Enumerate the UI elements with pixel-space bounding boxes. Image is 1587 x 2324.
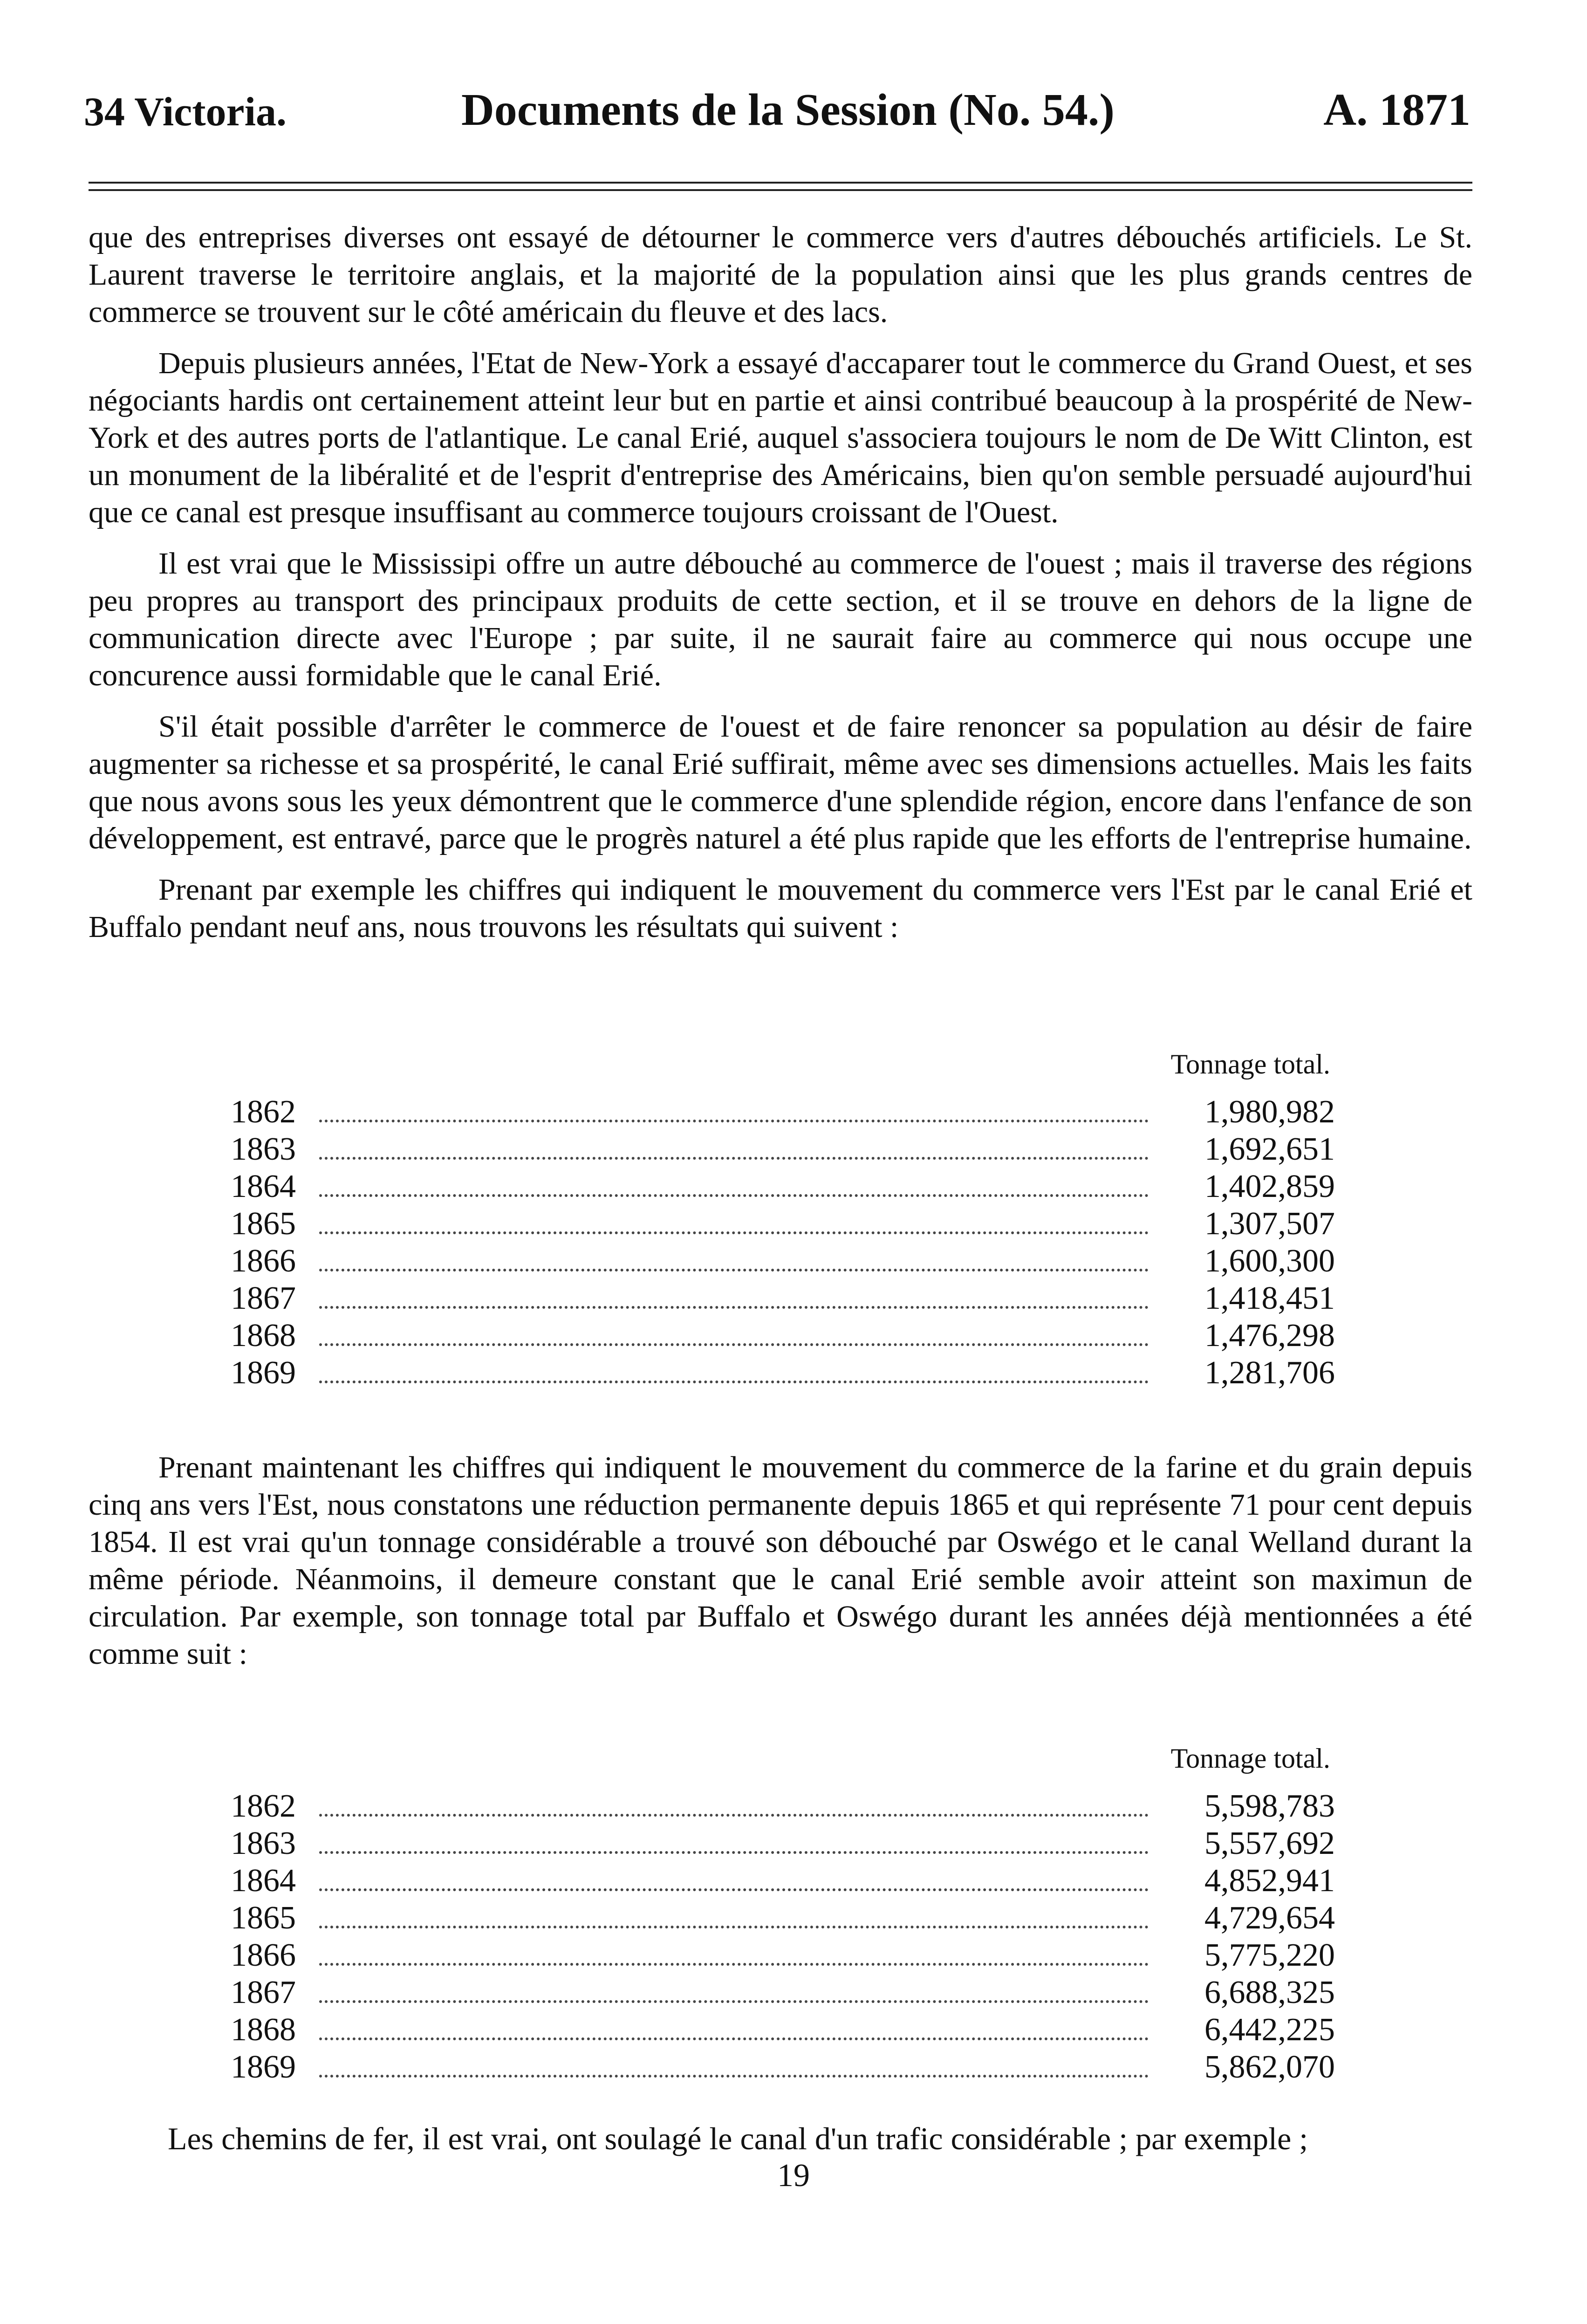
tonnage-cell: 1,418,451	[1204, 1280, 1335, 1316]
table-row	[231, 1788, 1335, 1825]
paragraph: Il est vrai que le Mississipi offre un autre débouché au commerce de l'ouest ; mais il traverse des régions peu propres au transport des principaux produits de cette section, et il se trouve en dehors de la ligne de communication directe avec l'Europe ; par suite, il ne saurait faire au commerce qui nous occupe une concurence aussi formidable que le canal Erié.	[89, 547, 1472, 692]
page-number: 19	[777, 2158, 810, 2194]
table-row	[231, 1131, 1335, 1168]
tonnage-table-buffalo-oswego	[231, 1743, 1335, 2086]
paragraph: Prenant par exemple les chiffres qui indiquent le mouvement du commerce vers l'Est par le canal Erié et Buffalo pendant neuf ans, nous trouvons les résultats qui suivent :	[89, 873, 1472, 944]
table-header: Tonnage total.	[1170, 1049, 1330, 1080]
year-cell: 1866	[231, 1243, 296, 1279]
tonnage-cell: 5,775,220	[1204, 1937, 1335, 1973]
dot-leader	[319, 1269, 1149, 1271]
table-row	[231, 1243, 1335, 1280]
table-row	[231, 1862, 1335, 1900]
year-cell: 1863	[231, 1131, 296, 1167]
year-cell: 1869	[231, 2049, 296, 2085]
table-row	[231, 1205, 1335, 1243]
table-row	[231, 2049, 1335, 2086]
dot-leader	[319, 1194, 1149, 1197]
tonnage-cell: 1,281,706	[1204, 1355, 1335, 1391]
table-row	[231, 1974, 1335, 2011]
table-row	[231, 1825, 1335, 1862]
year-cell: 1864	[231, 1863, 296, 1899]
dot-leader	[319, 1343, 1149, 1346]
table-row	[231, 1937, 1335, 1974]
body-text-middle	[89, 1449, 1472, 1687]
dot-leader	[319, 1926, 1149, 1928]
dot-leader	[319, 1381, 1149, 1383]
tonnage-cell: 4,852,941	[1204, 1863, 1335, 1899]
dot-leader	[319, 1157, 1149, 1160]
year-cell: 1868	[231, 1318, 296, 1353]
tonnage-cell: 1,402,859	[1204, 1169, 1335, 1204]
header-rule-double	[89, 189, 1472, 191]
year-cell: 1862	[231, 1094, 296, 1130]
year-cell: 1867	[231, 1280, 296, 1316]
year-cell: 1869	[231, 1355, 296, 1391]
closing-line: Les chemins de fer, il est vrai, ont soulagé le canal d'un trafic considérable ; par exemple ;	[168, 2121, 1308, 2156]
dot-leader	[319, 1231, 1149, 1234]
dot-leader	[319, 2037, 1149, 2040]
year-cell: 1868	[231, 2012, 296, 2048]
paragraph: Prenant maintenant les chiffres qui indiquent le mouvement du commerce de la farine et du grain depuis cinq ans vers l'Est, nous constatons une réduction permanente depuis 1865 et qui représente 71 pour cent depuis 1854. Il est vrai qu'un tonnage considérable a trouvé son débouché par Oswégo et le canal Welland durant la même période. Néanmoins, il demeure constant que le canal Erié semble avoir atteint son maximun de circulation. Par exemple, son tonnage total par Buffalo et Oswégo durant les années déjà mentionnées a été comme suit :	[89, 1450, 1472, 1671]
table-row	[231, 1168, 1335, 1205]
tonnage-cell: 5,557,692	[1204, 1825, 1335, 1861]
tonnage-cell: 1,692,651	[1204, 1131, 1335, 1167]
table-row	[231, 1354, 1335, 1392]
table-row	[231, 1094, 1335, 1131]
dot-leader	[319, 1306, 1149, 1309]
table-row	[231, 1280, 1335, 1317]
dot-leader	[319, 1814, 1149, 1817]
table-row	[231, 1317, 1335, 1354]
tonnage-cell: 5,862,070	[1204, 2049, 1335, 2085]
year-cell: 1865	[231, 1206, 296, 1242]
year-cell: 1862	[231, 1788, 296, 1824]
dot-leader	[319, 1963, 1149, 1966]
tonnage-cell: 5,598,783	[1204, 1788, 1335, 1824]
year-cell: 1867	[231, 1975, 296, 2010]
tonnage-table-erie	[231, 1048, 1335, 1392]
dot-leader	[319, 2000, 1149, 2003]
header-year: A. 1871	[1323, 85, 1471, 135]
paragraph: S'il était possible d'arrêter le commerce de l'ouest et de faire renoncer sa population au désir de faire augmenter sa richesse et sa prospérité, le canal Erié suffirait, même avec ses dimensions actuelles. Mais les faits que nous avons sous les yeux démontrent que le commerce d'une splendide région, encore dans l'enfance de son développement, est entravé, parce que le progrès naturel a été plus rapide que les efforts de l'entreprise humaine.	[89, 710, 1472, 855]
dot-leader	[319, 2075, 1149, 2078]
paragraph: Depuis plusieurs années, l'Etat de New-York a essayé d'accaparer tout le commerce du Grand Ouest, et ses négociants hardis ont certainement atteint leur but en partie et ainsi contribué beaucoup à la prospérité de New-York et des autres ports de l'atlantique. Le canal Erié, auquel s'associera toujours le nom de De Witt Clinton, est un monument de la libéralité et de l'esprit d'entreprise des Américains, bien qu'on semble persuadé aujourd'hui que ce canal est presque insuffisant au commerce toujours croissant de l'Ouest.	[89, 346, 1472, 529]
year-cell: 1865	[231, 1900, 296, 1936]
tonnage-cell: 1,980,982	[1204, 1094, 1335, 1130]
year-cell: 1864	[231, 1169, 296, 1204]
table-header: Tonnage total.	[1170, 1743, 1330, 1774]
tonnage-cell: 1,476,298	[1204, 1318, 1335, 1353]
table-row	[231, 2011, 1335, 2049]
page-header	[84, 79, 1471, 149]
year-cell: 1866	[231, 1937, 296, 1973]
tonnage-cell: 6,688,325	[1204, 1975, 1335, 2010]
header-title: Documents de la Session (No. 54.)	[461, 85, 1115, 135]
dot-leader	[319, 1851, 1149, 1854]
tonnage-cell: 1,600,300	[1204, 1243, 1335, 1279]
paragraph: que des entreprises diverses ont essayé de détourner le commerce vers d'autres débouchés artificiels. Le St. Laurent traverse le territoire anglais, et la majorité de la population ainsi que les plus grands centres de commerce se trouvent sur le côté américain du fleuve et des lacs.	[89, 220, 1472, 329]
year-cell: 1863	[231, 1825, 296, 1861]
tonnage-cell: 4,729,654	[1204, 1900, 1335, 1936]
body-text-top	[89, 219, 1472, 960]
tonnage-cell: 1,307,507	[1204, 1206, 1335, 1242]
table-row	[231, 1900, 1335, 1937]
tonnage-cell: 6,442,225	[1204, 2012, 1335, 2048]
header-rule	[89, 182, 1472, 184]
dot-leader	[319, 1888, 1149, 1891]
dot-leader	[319, 1120, 1149, 1122]
header-volume: 34 Victoria.	[84, 89, 287, 135]
